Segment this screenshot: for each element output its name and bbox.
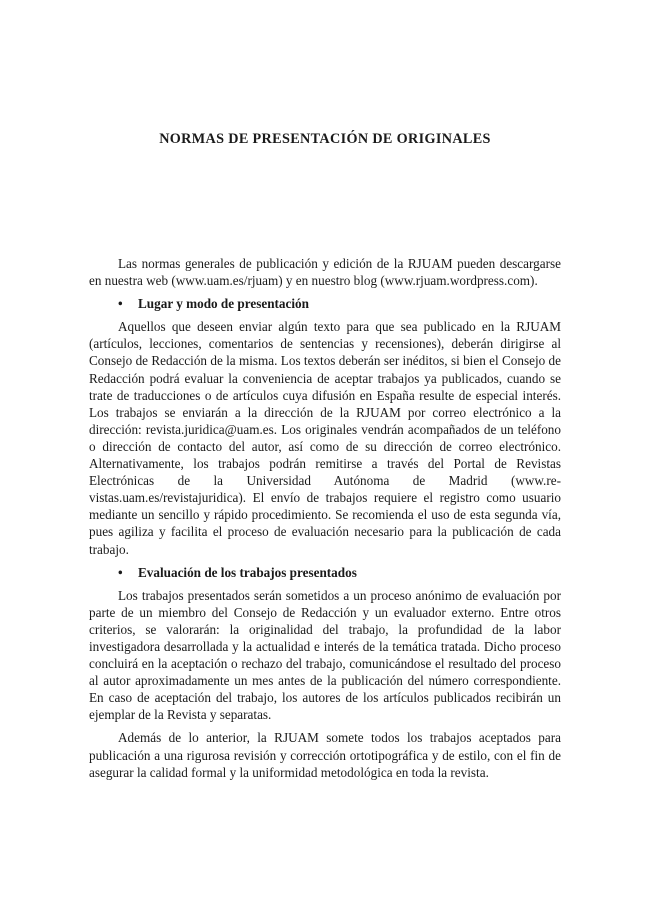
section-paragraph: Los trabajos presentados serán sometidos a un proceso anónimo de evaluación por parte de un miembro del Consejo de Redacción y un evaluador externo. Entre otros criterios, se valorarán: la originalidad del trabajo, la profundidad de la labor investigadora desarrollada y la actualidad e interés de la temática tratada. Dicho proceso concluirá en la aceptación o rechazo del trabajo, comunicándose el resultado del proceso al autor aproximadamente un mes antes de la publicación del número correspondiente. En caso de aceptación del trabajo, los autores de los artículos publicados recibirán un ejemplar de la Revista y separatas. [89, 587, 561, 723]
section-paragraph: Además de lo anterior, la RJUAM somete todos los trabajos aceptados para publicación a una rigurosa revisión y corrección ortotipográfica y de estilo, con el fin de asegurar la calidad formal y la uniformidad metodológica en toda la revista. [89, 730, 561, 780]
intro-paragraph: Las normas generales de publicación y edición de la RJUAM pueden descargarse en nuestra web (www.uam.es/rjuam) y en nuestro blog (www.rjuam.wordpress.com). [89, 256, 561, 289]
section-heading-lugar [89, 295, 561, 312]
bullet-icon: • [118, 296, 123, 312]
section-heading-evaluacion [89, 564, 561, 581]
bullet-icon: • [118, 564, 123, 580]
section-heading-text: Lugar y modo de presentación [138, 296, 309, 312]
section-heading-text: Evaluación de los trabajos presentados [138, 564, 357, 580]
section-paragraph: Aquellos que deseen enviar algún texto para que sea publicado en la RJUAM (artículos, lecciones, comentarios de sentencias y recensiones), deberán dirigirse al Consejo de Redacción de la misma. Los textos deberán ser inéditos, si bien el Consejo de Redacción podrá evaluar la conveniencia de aceptar trabajos ya publicados, cuando se trate de traducciones o de artículos cuya difusión en España resulte de especial interés. Los trabajos se enviarán a la dirección de la RJUAM por correo electrónico a la dirección: revista.juridica@uam.es. Los originales vendrán acompañados de un teléfono o dirección de contacto del autor, así como de su dirección de correo electrónico. Alternativamente, los trabajos podrán remitirse a través del Portal de Revistas Electrónicas de la Universidad Autónoma de Madrid (www.revistas.uam.es/revistajuridica). El envío de trabajos requiere el registro como usuario mediante un sencillo y rápido procedimiento. Se recomienda el uso de esta segunda vía, pues agiliza y facilita el proceso de evaluación necesario para la publicación de cada trabajo. [89, 319, 561, 557]
document-body [89, 255, 561, 781]
page-title: NORMAS DE PRESENTACIÓN DE ORIGINALES [159, 131, 491, 147]
